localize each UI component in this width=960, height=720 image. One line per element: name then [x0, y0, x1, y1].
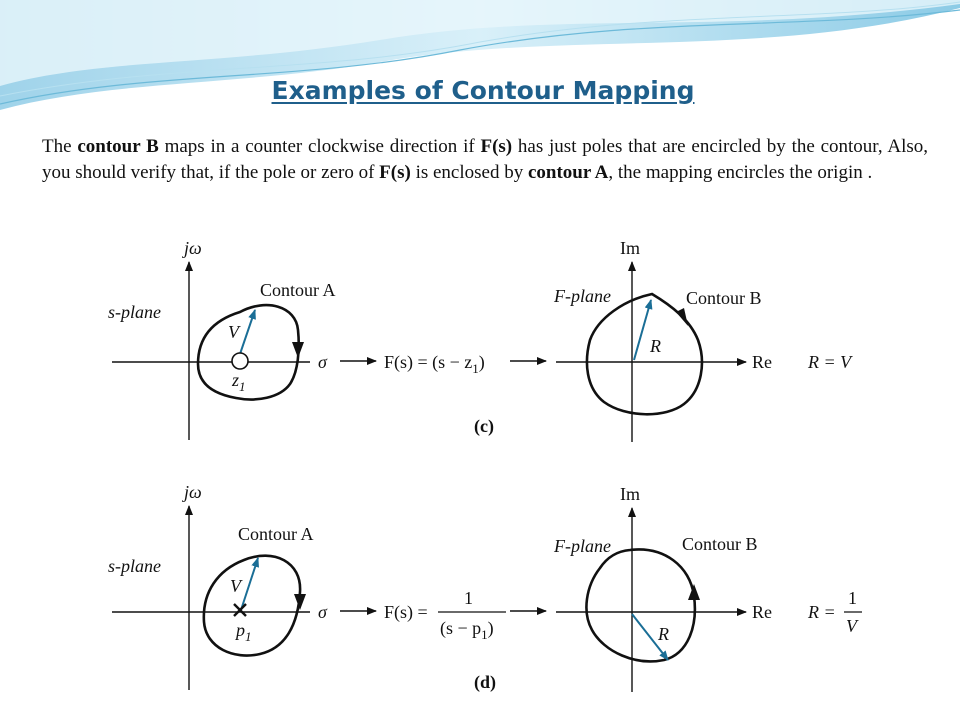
c-contour-b-arrow: [676, 308, 688, 326]
c-relation: R = V: [808, 352, 852, 372]
d-caption: (d): [474, 672, 496, 692]
c-im-label: Im: [620, 238, 640, 258]
d-contour-a-label: Contour A: [238, 524, 314, 544]
d-relation-den: V: [846, 616, 857, 636]
para-bold-fs-1: F(s): [480, 136, 513, 157]
d-im-label: Im: [620, 484, 640, 504]
c-function-sub: 1: [472, 361, 479, 376]
c-vector-r: [634, 300, 651, 360]
d-re-label: Re: [752, 602, 772, 622]
d-relation-num: 1: [848, 588, 857, 608]
d-vector-v: [241, 558, 258, 610]
c-caption: (c): [474, 416, 494, 436]
c-sigma-label: σ: [318, 352, 327, 372]
c-r-label: R: [650, 336, 661, 356]
para-bold-contour-b: contour B: [77, 136, 159, 157]
c-s-plane-label: s-plane: [108, 302, 161, 322]
c-contour-a-arrow: [292, 342, 304, 358]
c-zero-marker: [232, 353, 248, 369]
para-text-1: The: [42, 136, 78, 157]
d-contour-a-arrow: [294, 594, 306, 610]
c-zero-sub: 1: [239, 379, 246, 394]
figure-c: [108, 238, 853, 442]
para-bold-contour-a: contour A: [527, 162, 609, 183]
d-function-den: $(s - p_1)$: [440, 618, 494, 642]
c-contour-a-label: Contour A: [260, 280, 336, 300]
d-f-plane-label: F-plane: [554, 536, 611, 556]
d-jw-label: jω: [184, 482, 202, 502]
d-contour-b: [586, 549, 694, 661]
para-bold-fs-2: F(s): [379, 162, 411, 183]
para-text-5: , the mapping encircles the origin .: [608, 162, 873, 183]
c-re-label: Re: [752, 352, 772, 372]
d-contour-b-arrow: [688, 584, 700, 600]
c-jw-label: jω: [184, 238, 202, 258]
d-pole-sub: 1: [245, 629, 252, 644]
c-zero-label: $z_1$: [232, 370, 246, 394]
d-s-plane-label: s-plane: [108, 556, 161, 576]
c-function-label: $F(s) = (s - z_1)$: [384, 352, 485, 376]
d-contour-b-label: Contour B: [682, 534, 758, 554]
c-contour-b-label: Contour B: [686, 288, 762, 308]
d-v-label: V: [230, 576, 241, 596]
figure-d: [108, 482, 862, 693]
slide-title: Examples of Contour Mapping: [271, 76, 695, 105]
c-contour-a: [198, 305, 299, 399]
d-r-label: R: [658, 624, 669, 644]
c-f-plane-label: F-plane: [554, 286, 611, 306]
d-pole-label: $p_1$: [236, 620, 252, 644]
d-contour-a: [204, 556, 300, 656]
d-sigma-label: σ: [318, 602, 327, 622]
para-text-2: maps in a counter clockwise direction if: [158, 136, 481, 157]
d-relation-lhs: R =: [808, 602, 836, 622]
d-function-den-sub: 1: [481, 627, 488, 642]
d-function-num: 1: [464, 588, 473, 608]
d-pole-marker: [234, 604, 246, 616]
para-text-4: is enclosed by: [410, 162, 528, 183]
para-text-3: has just poles that are encircled by the contour, Also, you should verify that, if the pole or zero of: [42, 136, 928, 183]
c-vector-v: [240, 310, 255, 354]
d-function-lhs: F(s) =: [384, 602, 428, 622]
c-v-label: V: [228, 322, 239, 342]
